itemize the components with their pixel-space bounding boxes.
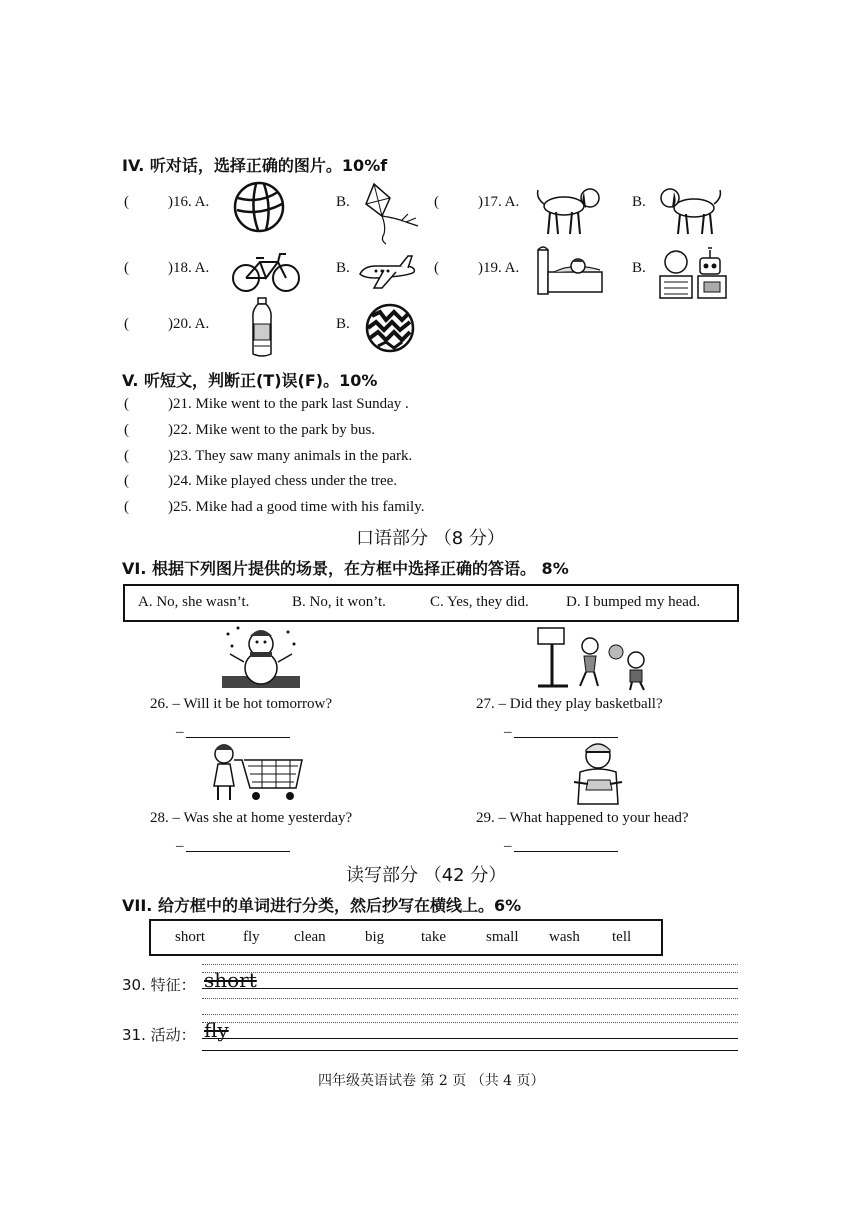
question-20-option-b: B. (336, 316, 350, 332)
word-wash: wash (549, 929, 580, 945)
guide-line (202, 998, 738, 999)
snowman-icon (222, 624, 300, 688)
page-footer: 四年级英语试卷 第 2 页 （共 4 页） (318, 1073, 545, 1089)
question-19-number: )19. A. (478, 260, 520, 276)
question-18-option-b: B. (336, 260, 350, 276)
sleeping-child-icon (534, 244, 606, 298)
boy-bandaged-icon (566, 740, 628, 806)
guide-line (202, 964, 738, 965)
answer-paren-22[interactable]: ( (124, 422, 129, 438)
basketball-kids-icon (532, 622, 660, 692)
answer-dash-27: – (504, 724, 512, 740)
word-take: take (421, 929, 446, 945)
volleyball-icon (232, 180, 286, 234)
answer-paren-23[interactable]: ( (124, 448, 129, 464)
answer-dash-26: – (176, 724, 184, 740)
word-box (149, 919, 663, 956)
option-d: D. I bumped my head. (566, 594, 701, 610)
section-7-title: VII. 给方框中的单词进行分类，然后抄写在横线上。6% (122, 896, 522, 915)
answer-line-27[interactable] (514, 737, 618, 738)
airplane-icon (356, 252, 418, 292)
question-28: 28. – Was she at home yesterday? (150, 810, 353, 826)
word-big: big (365, 929, 385, 945)
question-17-option-b: B. (632, 194, 646, 210)
question-16-number: )16. A. (168, 194, 210, 210)
question-27: 27. – Did they play basketball? (476, 696, 663, 712)
reading-writing-heading: 读写部分 （42 分） (346, 865, 507, 886)
answer-paren-19[interactable]: ( (434, 260, 439, 276)
guide-line (202, 972, 738, 973)
word-clean: clean (294, 929, 326, 945)
guide-line (202, 988, 738, 989)
statement-22: )22. Mike went to the park by bus. (168, 422, 376, 438)
option-c: C. Yes, they did. (430, 594, 529, 610)
boy-reading-robot-icon (656, 242, 730, 302)
word-small: small (486, 929, 519, 945)
statement-25: )25. Mike had a good time with his family. (168, 499, 425, 515)
question-29: 29. – What happened to your head? (476, 810, 689, 826)
line-31-answer[interactable]: fly (204, 1018, 229, 1042)
statement-21: )21. Mike went to the park last Sunday . (168, 396, 409, 412)
dog-icon (656, 182, 728, 238)
kite-icon (356, 180, 426, 246)
answer-paren-17[interactable]: ( (434, 194, 439, 210)
guide-line (202, 1014, 738, 1015)
question-20-number: )20. A. (168, 316, 210, 332)
statement-24: )24. Mike played chess under the tree. (168, 473, 398, 489)
answer-line-29[interactable] (514, 851, 618, 852)
answer-dash-28: – (176, 838, 184, 854)
answer-paren-25[interactable]: ( (124, 499, 129, 515)
guide-line (202, 1038, 738, 1039)
question-18-number: )18. A. (168, 260, 210, 276)
oral-part-heading: 口语部分 （8 分） (356, 528, 505, 549)
word-tell: tell (612, 929, 632, 945)
girl-shopping-cart-icon (204, 740, 308, 804)
answer-paren-20[interactable]: ( (124, 316, 129, 332)
dog-icon (534, 182, 604, 238)
option-a: A. No, she wasn’t. (138, 594, 250, 610)
line-31-label: 31. 活动： (122, 1026, 196, 1044)
option-b: B. No, it won’t. (292, 594, 386, 610)
answer-paren-24[interactable]: ( (124, 473, 129, 489)
question-19-option-b: B. (632, 260, 646, 276)
question-16-option-b: B. (336, 194, 350, 210)
bicycle-icon (230, 248, 302, 294)
line-30-answer[interactable]: short (204, 968, 257, 992)
word-short: short (175, 929, 205, 945)
section-6-title: VI. 根据下列图片提供的场景，在方框中选择正确的答语。 8% (122, 559, 569, 578)
ball-icon (364, 302, 416, 354)
guide-line (202, 1022, 738, 1023)
question-26: 26. – Will it be hot tomorrow? (150, 696, 333, 712)
section-4-title: IV. 听对话，选择正确的图片。10%f (122, 156, 388, 175)
answer-line-28[interactable] (186, 851, 290, 852)
answer-paren-21[interactable]: ( (124, 396, 129, 412)
statement-23: )23. They saw many animals in the park. (168, 448, 413, 464)
line-30-label: 30. 特征： (122, 976, 196, 994)
answer-paren-16[interactable]: ( (124, 194, 129, 210)
section-5-title: V. 听短文，判断正(T)误(F)。10% (122, 371, 378, 390)
guide-line (202, 1050, 738, 1051)
question-17-number: )17. A. (478, 194, 520, 210)
word-fly: fly (243, 929, 260, 945)
answer-line-26[interactable] (186, 737, 290, 738)
water-bottle-icon (248, 296, 276, 360)
answer-dash-29: – (504, 838, 512, 854)
answer-paren-18[interactable]: ( (124, 260, 129, 276)
